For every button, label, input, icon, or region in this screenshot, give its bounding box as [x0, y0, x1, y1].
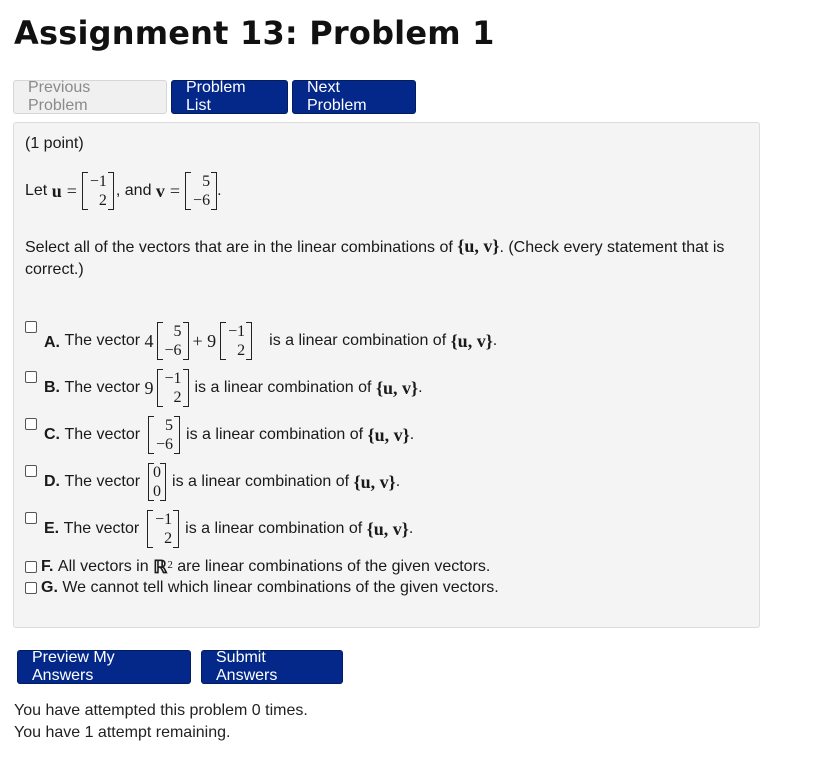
equals-sign: =	[66, 180, 77, 201]
option-a-vector-1	[157, 322, 189, 360]
problem-body	[13, 122, 760, 628]
equals-sign: =	[169, 180, 181, 201]
option-a	[25, 318, 497, 364]
option-c-pre: The vector	[64, 426, 141, 443]
vector-entry: 2	[237, 342, 246, 359]
attempts-status: You have attempted this problem 0 times.	[14, 702, 308, 719]
vector-entry: 5	[173, 323, 182, 340]
option-g-letter: G.	[41, 579, 58, 596]
option-b-letter: B.	[44, 379, 60, 396]
option-e-pre: The vector	[63, 520, 140, 537]
v-vector-entry-1: 5	[202, 173, 211, 190]
vector-entry: 0	[153, 464, 162, 481]
instructions-text: Select all of the vectors that are in the linear combinations of	[25, 239, 453, 256]
option-d-pre: The vector	[64, 473, 141, 490]
and-label: , and	[115, 182, 152, 199]
vector-entry: −6	[164, 342, 182, 359]
next-problem-button[interactable]: Next Problem	[292, 80, 416, 114]
real-numbers-symbol: ℝ	[153, 556, 168, 577]
option-c	[25, 412, 414, 458]
option-b-coef: 9	[144, 377, 154, 398]
option-a-plus: + 9	[192, 330, 217, 351]
option-f	[25, 556, 490, 578]
checkbox-b[interactable]	[25, 371, 37, 383]
option-d-letter: D.	[44, 473, 60, 490]
u-vector-entry-1: −1	[89, 173, 107, 190]
instructions	[25, 235, 740, 281]
attempts-remaining: You have 1 attempt remaining.	[14, 724, 231, 741]
vector-entry: 5	[165, 417, 174, 434]
exponent: 2	[167, 559, 173, 571]
option-f-letter: F.	[41, 558, 54, 575]
period: .	[409, 426, 415, 443]
option-c-letter: C.	[44, 426, 60, 443]
option-g-post: We cannot tell which linear combinations of the given vectors.	[62, 579, 499, 596]
point-value: (1 point)	[25, 135, 84, 152]
option-f-pre: All vectors in	[57, 558, 149, 575]
previous-problem-button: Previous Problem	[13, 80, 167, 114]
option-e-letter: E.	[44, 520, 60, 537]
checkbox-f[interactable]	[25, 561, 37, 573]
vector-entry: 2	[173, 389, 182, 406]
vector-entry: 2	[164, 530, 173, 547]
period: .	[395, 473, 401, 490]
option-e-post: is a linear combination of	[185, 520, 363, 537]
vector-definitions	[25, 167, 222, 215]
set-uv: {u, v}	[457, 236, 500, 256]
v-vector-entry-2: −6	[193, 192, 211, 209]
preview-answers-button[interactable]: Preview My Answers	[17, 650, 191, 684]
option-a-post: is a linear combination of	[269, 332, 447, 349]
submit-answers-button[interactable]: Submit Answers	[201, 650, 343, 684]
instructions-check-text: . (Check every statement that is correct.)	[25, 239, 725, 278]
v-symbol: v	[155, 180, 165, 201]
option-b-post: is a linear combination of	[194, 379, 372, 396]
option-a-coef: 4	[144, 330, 154, 351]
checkbox-d[interactable]	[25, 465, 37, 477]
option-e-vector	[147, 510, 179, 548]
page-title: Assignment 13: Problem 1	[14, 14, 495, 52]
option-a-set: {u, v}	[450, 330, 493, 351]
u-vector-entry-2: 2	[98, 192, 107, 209]
option-d	[25, 459, 400, 505]
option-c-set: {u, v}	[367, 424, 410, 445]
option-e-set: {u, v}	[366, 518, 409, 539]
option-c-post: is a linear combination of	[186, 426, 364, 443]
answer-buttons	[17, 650, 343, 684]
option-d-post: is a linear combination of	[172, 473, 350, 490]
option-b-set: {u, v}	[375, 377, 419, 398]
u-vector	[82, 172, 114, 210]
period: .	[408, 520, 414, 537]
vector-entry: −6	[156, 436, 174, 453]
option-b	[25, 365, 423, 411]
option-c-vector	[148, 416, 180, 454]
option-d-set: {u, v}	[353, 471, 396, 492]
checkbox-g[interactable]	[25, 582, 37, 594]
period: .	[217, 182, 222, 199]
option-a-pre: The vector	[64, 332, 141, 349]
problem-navigation	[13, 80, 416, 114]
option-a-vector-2	[220, 322, 252, 360]
checkbox-a[interactable]	[25, 321, 37, 333]
checkbox-c[interactable]	[25, 418, 37, 430]
option-b-pre: The vector	[64, 379, 141, 396]
option-f-post: are linear combinations of the given vectors.	[177, 558, 491, 575]
vector-entry: 0	[153, 483, 162, 500]
vector-entry: −1	[228, 323, 246, 340]
option-d-vector	[148, 463, 166, 501]
option-a-letter: A.	[44, 334, 60, 351]
vector-entry: −1	[164, 370, 182, 387]
period: .	[492, 332, 498, 349]
let-label: Let	[25, 182, 48, 199]
checkbox-e[interactable]	[25, 512, 37, 524]
vector-entry: −1	[155, 511, 173, 528]
option-b-vector	[157, 369, 189, 407]
period: .	[418, 379, 423, 396]
u-symbol: u	[51, 180, 62, 201]
problem-list-button[interactable]: Problem List	[171, 80, 288, 114]
v-vector	[185, 172, 217, 210]
option-g	[25, 577, 499, 599]
option-e	[25, 506, 413, 552]
